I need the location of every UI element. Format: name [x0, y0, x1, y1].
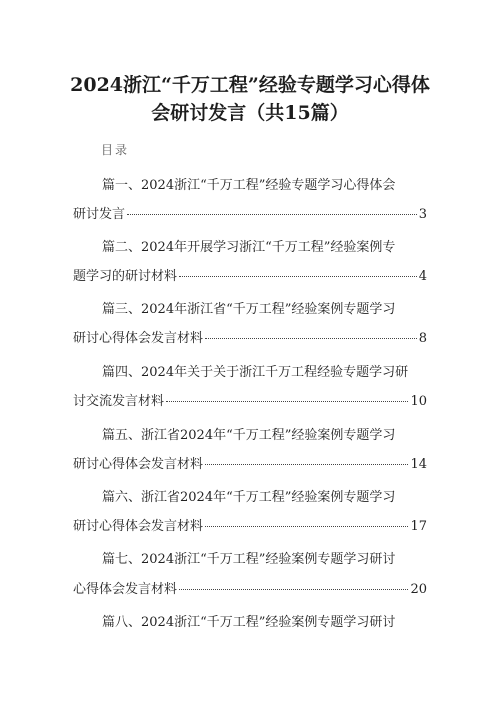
toc-entry-1-line2[interactable] [73, 203, 427, 222]
toc-entry-5-text: 研讨心得体会发言材料 [73, 457, 204, 472]
toc-entry-4-line1[interactable]: 篇四、2024年关于关于浙江千万工程经验专题学习研 [102, 365, 409, 380]
toc-entry-5-page: 14 [410, 457, 427, 472]
toc-entry-1-leader [127, 214, 417, 215]
toc-heading: 目录 [101, 143, 130, 157]
toc-entry-7-line2[interactable] [73, 578, 427, 597]
toc-entry-7-leader [179, 589, 408, 590]
toc-entry-7-text: 心得体会发言材料 [73, 582, 178, 597]
toc-entry-4-page: 10 [410, 394, 427, 409]
toc-entry-2-page: 4 [418, 269, 427, 284]
toc-entry-1-page: 3 [418, 207, 427, 222]
document-title-line1: 2024浙江“千万工程”经验专题学习心得体 [70, 74, 430, 96]
toc-entry-6-text: 研讨心得体会发言材料 [73, 519, 204, 534]
toc-entry-8-line1[interactable]: 篇八、2024浙江“千万工程”经验案例专题学习研讨 [102, 615, 396, 630]
toc-entry-2-line1[interactable]: 篇二、2024年开展学习浙江“千万工程”经验案例专 [102, 240, 396, 255]
toc-entry-4-text: 讨交流发言材料 [73, 394, 165, 409]
toc-entry-6-leader [205, 526, 408, 527]
toc-entry-5-line1[interactable]: 篇五、浙江省2024年“千万工程”经验案例专题学习 [102, 428, 396, 443]
toc-entry-6-page: 17 [410, 519, 427, 534]
document-title-line2: 会研讨发言（共15篇） [151, 102, 349, 124]
toc-entry-3-page: 8 [418, 331, 427, 346]
toc-entry-6-line1[interactable]: 篇六、浙江省2024年“千万工程”经验案例专题学习 [102, 490, 396, 505]
toc-entry-3-text: 研讨心得体会发言材料 [73, 331, 204, 346]
toc-entry-6-line2[interactable] [73, 515, 427, 534]
toc-entry-2-line2[interactable] [73, 265, 427, 284]
toc-entry-1-line1[interactable]: 篇一、2024浙江“千万工程”经验专题学习心得体会 [102, 178, 396, 193]
toc-entry-3-leader [205, 338, 417, 339]
toc-entry-4-leader [166, 401, 408, 402]
toc-entry-2-leader [179, 276, 417, 277]
toc-entry-7-page: 20 [410, 582, 427, 597]
toc-entry-7-line1[interactable]: 篇七、2024浙江“千万工程”经验案例专题学习研讨 [102, 552, 396, 567]
toc-entry-5-line2[interactable] [73, 453, 427, 472]
toc-entry-1-text: 研讨发言 [73, 207, 126, 222]
toc-entry-3-line2[interactable] [73, 327, 427, 346]
toc-entry-4-line2[interactable] [73, 390, 427, 409]
toc-entry-5-leader [205, 464, 408, 465]
toc-entry-3-line1[interactable]: 篇三、2024年浙江省“千万工程”经验案例专题学习 [102, 302, 396, 317]
toc-entry-2-text: 题学习的研讨材料 [73, 269, 178, 284]
